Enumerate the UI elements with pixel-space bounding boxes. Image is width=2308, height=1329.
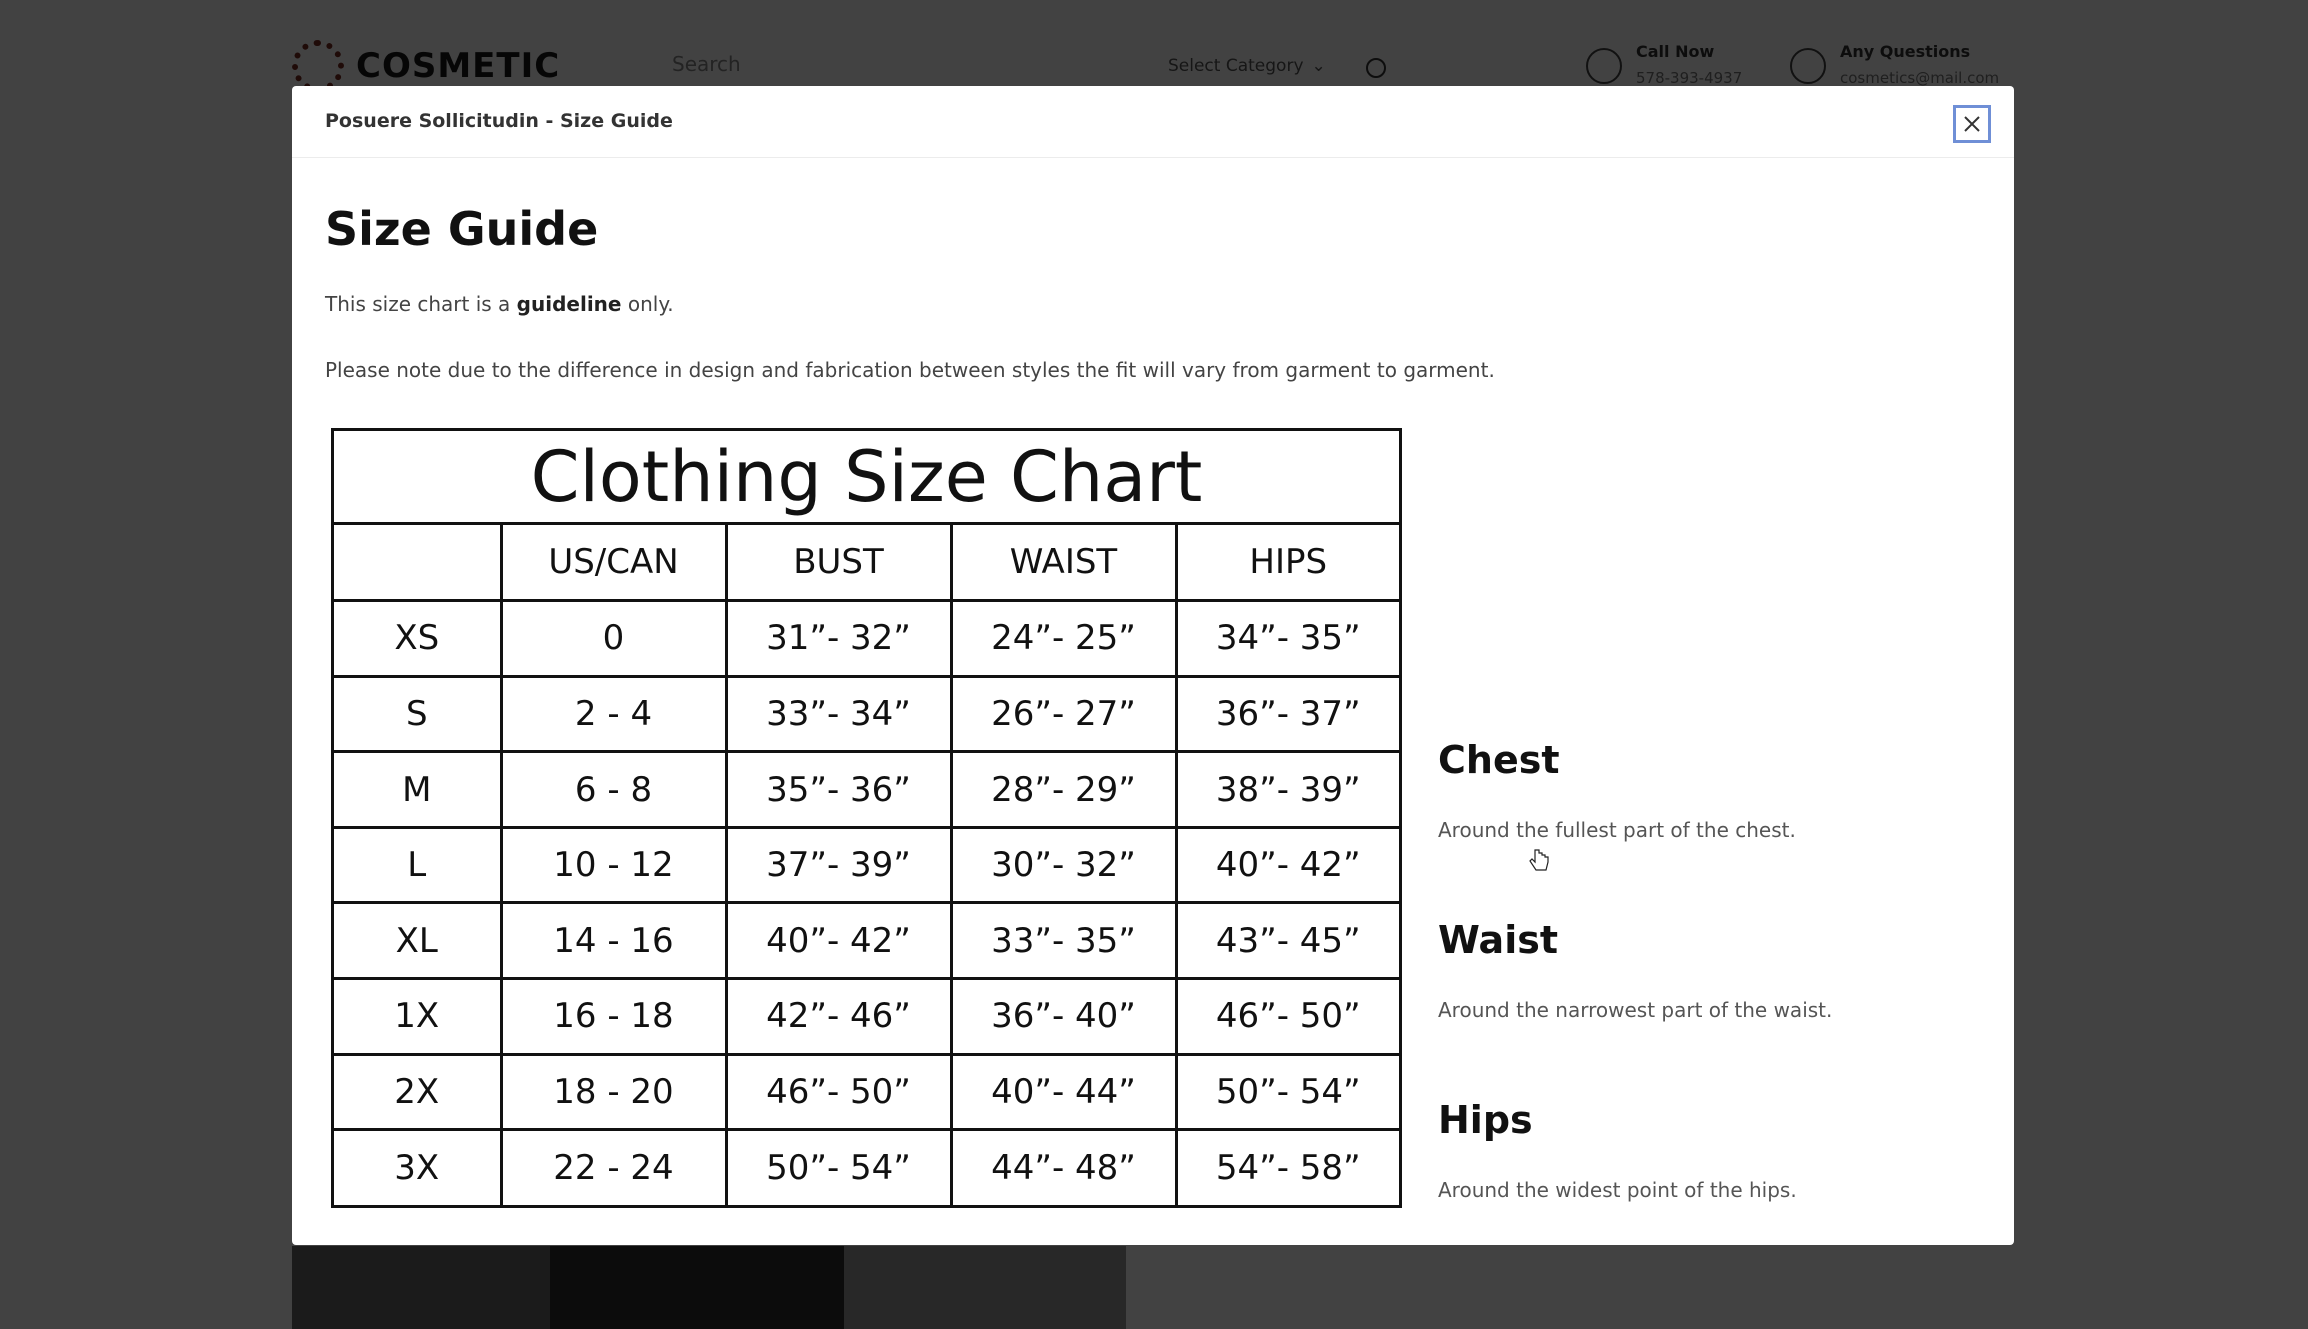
measure-text: Around the widest point of the hips. xyxy=(1438,1178,1797,1202)
table-header-row xyxy=(334,525,1399,601)
size-label-cell: M xyxy=(334,752,501,828)
table-row xyxy=(334,676,1399,752)
table-cell: 22 - 24 xyxy=(501,1130,726,1206)
table-cell: 33”- 34” xyxy=(726,676,951,752)
table-cell: 14 - 16 xyxy=(501,903,726,979)
table-row xyxy=(334,752,1399,828)
table-cell: 40”- 42” xyxy=(1176,827,1399,903)
size-label-cell: XL xyxy=(334,903,501,979)
table-cell: 35”- 36” xyxy=(726,752,951,828)
measure-text: Around the narrowest part of the waist. xyxy=(1438,998,1833,1022)
table-cell: 33”- 35” xyxy=(951,903,1176,979)
size-label-cell: XS xyxy=(334,601,501,677)
table-cell: 10 - 12 xyxy=(501,827,726,903)
intro-suffix: only. xyxy=(627,292,674,316)
table-cell: 36”- 37” xyxy=(1176,676,1399,752)
intro-prefix: This size chart is a xyxy=(325,292,511,316)
table-cell: 34”- 35” xyxy=(1176,601,1399,677)
hand-cursor-icon xyxy=(1528,848,1550,874)
close-icon xyxy=(1962,114,1982,134)
column-header xyxy=(334,525,501,601)
table-cell: 28”- 29” xyxy=(951,752,1176,828)
size-label-cell: S xyxy=(334,676,501,752)
column-header: US/CAN xyxy=(501,525,726,601)
table-row xyxy=(334,1054,1399,1130)
table-cell: 40”- 44” xyxy=(951,1054,1176,1130)
table-cell: 50”- 54” xyxy=(1176,1054,1399,1130)
size-label-cell: 2X xyxy=(334,1054,501,1130)
column-header: WAIST xyxy=(951,525,1176,601)
table-cell: 30”- 32” xyxy=(951,827,1176,903)
table-row xyxy=(334,979,1399,1055)
measure-text: Around the fullest part of the chest. xyxy=(1438,818,1796,842)
size-label-cell: 1X xyxy=(334,979,501,1055)
table-cell: 2 - 4 xyxy=(501,676,726,752)
table-cell: 38”- 39” xyxy=(1176,752,1399,828)
size-chart xyxy=(331,428,1402,1208)
measure-title: Hips xyxy=(1438,1098,1533,1142)
measure-hips xyxy=(1438,1098,1797,1202)
size-guide-modal xyxy=(292,86,2014,1245)
table-cell: 43”- 45” xyxy=(1176,903,1399,979)
table-cell: 44”- 48” xyxy=(951,1130,1176,1206)
modal-header xyxy=(292,86,2014,158)
table-row xyxy=(334,601,1399,677)
table-cell: 16 - 18 xyxy=(501,979,726,1055)
table-cell: 46”- 50” xyxy=(1176,979,1399,1055)
measure-title: Chest xyxy=(1438,738,1560,782)
table-row xyxy=(334,1130,1399,1206)
table-cell: 36”- 40” xyxy=(951,979,1176,1055)
table-cell: 31”- 32” xyxy=(726,601,951,677)
table-cell: 0 xyxy=(501,601,726,677)
chart-title: Clothing Size Chart xyxy=(334,431,1399,525)
fit-note: Please note due to the difference in design and fabrication between styles the fit will vary from garment to garment. xyxy=(325,358,1495,382)
measure-waist xyxy=(1438,918,1832,1022)
close-button[interactable] xyxy=(1953,105,1991,143)
table-cell: 46”- 50” xyxy=(726,1054,951,1130)
measure-title: Waist xyxy=(1438,918,1559,962)
table-cell: 54”- 58” xyxy=(1176,1130,1399,1206)
size-table xyxy=(334,525,1399,1205)
measure-chest xyxy=(1438,738,1796,842)
intro-bold: guideline xyxy=(516,292,622,316)
table-cell: 50”- 54” xyxy=(726,1130,951,1206)
table-cell: 6 - 8 xyxy=(501,752,726,828)
table-cell: 24”- 25” xyxy=(951,601,1176,677)
table-cell: 37”- 39” xyxy=(726,827,951,903)
column-header: HIPS xyxy=(1176,525,1399,601)
intro-text xyxy=(325,292,674,316)
page-title: Size Guide xyxy=(325,202,599,256)
modal-title: Posuere Sollicitudin - Size Guide xyxy=(325,110,673,132)
table-row xyxy=(334,827,1399,903)
table-cell: 40”- 42” xyxy=(726,903,951,979)
table-row xyxy=(334,903,1399,979)
size-label-cell: L xyxy=(334,827,501,903)
table-cell: 26”- 27” xyxy=(951,676,1176,752)
table-cell: 18 - 20 xyxy=(501,1054,726,1130)
table-cell: 42”- 46” xyxy=(726,979,951,1055)
size-label-cell: 3X xyxy=(334,1130,501,1206)
column-header: BUST xyxy=(726,525,951,601)
